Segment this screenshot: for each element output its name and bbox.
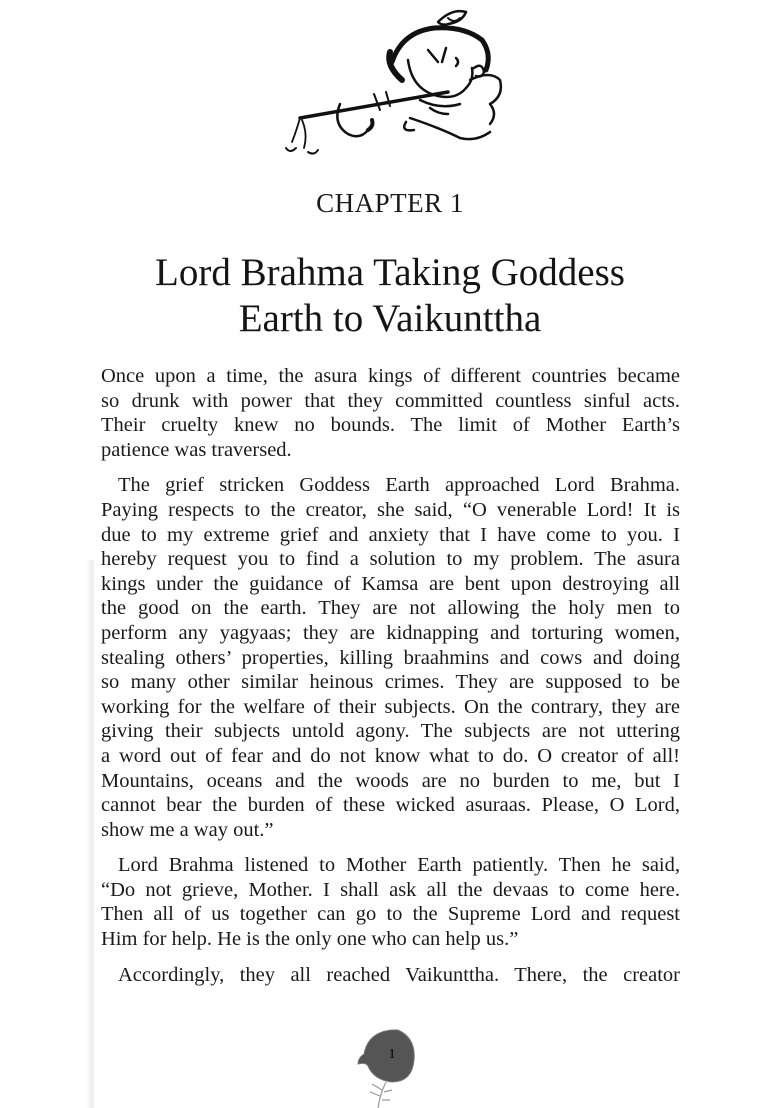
krishna-flute-illustration [270, 0, 520, 170]
text-line: working for the welfare of their subjects. On the contrary, they are [101, 695, 680, 718]
paragraph [101, 853, 680, 951]
page-number: 1 [388, 1047, 396, 1062]
paragraph [101, 963, 680, 988]
text-line: so many other similar heinous crimes. They are supposed to be [101, 671, 680, 694]
page-scan-edge [86, 560, 96, 1108]
text-line: show me a way out.” [101, 818, 274, 841]
text-line: patience was traversed. [101, 438, 292, 461]
text-line: Him for help. He is the only one who can help us.” [101, 928, 519, 951]
chapter-label: CHAPTER 1 [316, 188, 464, 218]
paragraph [101, 364, 680, 462]
text-line: Paying respects to the creator, she said, “O venerable Lord! It is [101, 498, 680, 521]
text-line: The grief stricken Goddess Earth approached Lord Brahma. [118, 474, 680, 497]
text-line: “Do not grieve, Mother. I shall ask all the devaas to come here. [101, 878, 680, 901]
text-line: the good on the earth. They are not allowing the holy men to [101, 597, 680, 620]
text-line: Mountains, oceans and the woods are no burden to me, but I [101, 769, 680, 792]
text-line: hereby request you to find a solution to my problem. The asura [101, 548, 680, 571]
chapter-body-text [101, 364, 680, 998]
text-line: a word out of fear and do not know what to do. O creator of all! [101, 744, 680, 767]
text-line: cannot bear the burden of these wicked asuraas. Please, O Lord, [101, 794, 680, 817]
chapter-title-line: Lord Brahma Taking Goddess [155, 251, 625, 294]
text-line: giving their subjects untold agony. The subjects are not uttering [101, 720, 680, 743]
text-line: Lord Brahma listened to Mother Earth patiently. Then he said, [118, 854, 680, 877]
text-line: Their cruelty knew no bounds. The limit of Mother Earth’s [101, 414, 680, 437]
text-line: Then all of us together can go to the Supreme Lord and request [101, 903, 680, 926]
chapter-title-line: Earth to Vaikunttha [238, 297, 542, 340]
peacock-feather-icon [352, 1020, 432, 1108]
chapter-title [0, 250, 780, 342]
text-line: kings under the guidance of Kamsa are bent upon destroying all [101, 572, 680, 595]
text-line: so drunk with power that they committed countless sinful acts. [101, 389, 680, 412]
text-line: Once upon a time, the asura kings of different countries became [101, 365, 680, 387]
text-line: perform any yagyaas; they are kidnapping and torturing women, [101, 621, 680, 644]
text-line: Accordingly, they all reached Vaikunttha. There, the creator [118, 963, 680, 986]
text-line: due to my extreme grief and anxiety that I have come to you. I [101, 523, 680, 546]
paragraph [101, 473, 680, 842]
text-line: stealing others’ properties, killing braahmins and cows and doing [101, 646, 680, 669]
